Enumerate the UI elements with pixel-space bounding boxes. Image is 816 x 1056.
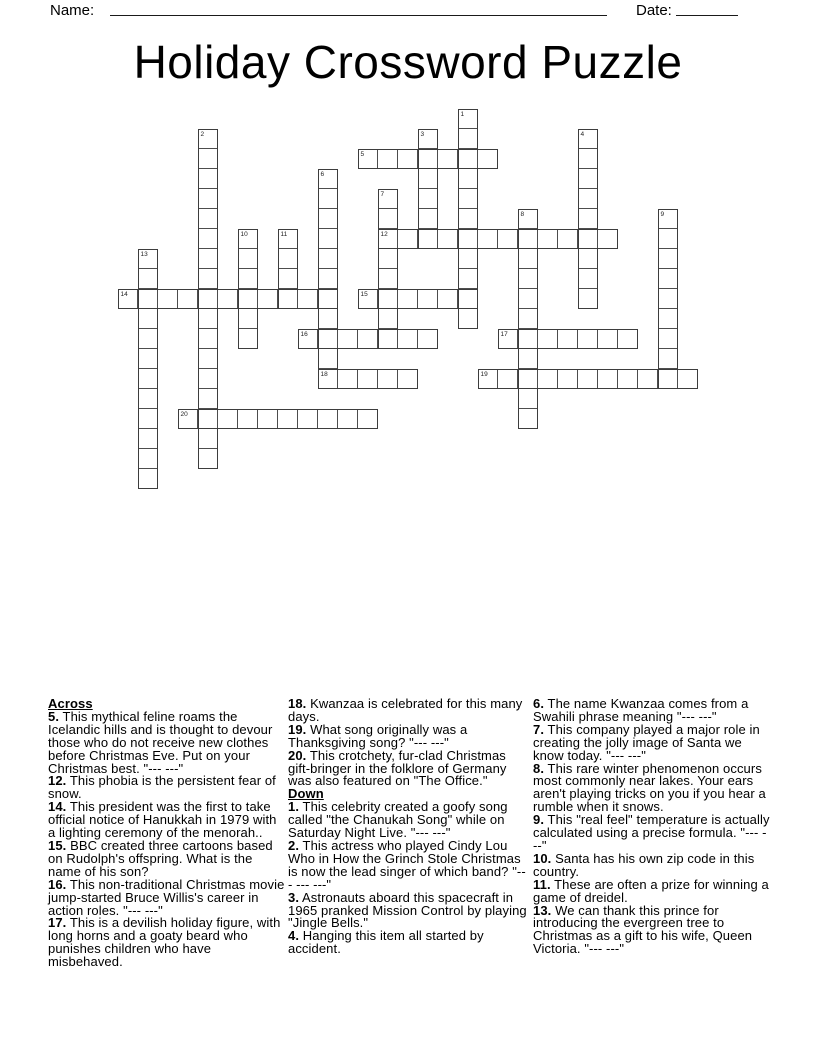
cell-divider [417, 230, 418, 248]
cell-divider [139, 468, 157, 469]
cell-divider [199, 148, 217, 149]
cell-divider [239, 248, 257, 249]
word-14-across [118, 289, 338, 309]
cell-divider [419, 208, 437, 209]
cell-divider [417, 290, 418, 308]
word-4-down [578, 129, 598, 309]
cell-divider [297, 290, 298, 308]
cell-divider [497, 370, 498, 388]
clue-10: 10. Santa has his own zip code in this country. [533, 850, 755, 879]
cell-divider [519, 408, 537, 409]
clue-6: 6. The name Kwanzaa comes from a Swahili phrase meaning "--- ---" [533, 696, 749, 724]
cell-divider [537, 370, 538, 388]
cell-divider [217, 410, 218, 428]
cell-divider [277, 410, 278, 428]
clue-17: 17. This is a devilish holiday figure, with long horns and a goaty beard who punishes children who have misbehaved. [48, 915, 281, 970]
clue-5: 5. This mythical feline roams the Icelandic hills and is thought to devour those who do not receive new clothes before Christmas Eve. Put on your Christmas best. "--- ---" [48, 708, 273, 776]
word-5-across [358, 149, 498, 169]
cell-divider [217, 290, 218, 308]
word-20-across [178, 409, 378, 429]
cell-divider [417, 150, 418, 168]
cell-divider [279, 268, 297, 269]
cell-divider [597, 370, 598, 388]
cell-number: 14 [120, 290, 128, 298]
word-6-down [318, 169, 338, 389]
cell-divider [199, 188, 217, 189]
clue-3: 3. Astronauts aboard this spacecraft in 1965 pranked Mission Control by playing "Jingle Bells." [288, 889, 527, 931]
cell-number: 10 [240, 230, 248, 238]
cell-divider [437, 290, 438, 308]
cell-divider [199, 368, 217, 369]
cell-divider [277, 290, 278, 308]
cell-divider [377, 150, 378, 168]
clue-section-header-down: Down [288, 786, 324, 802]
cell-divider [157, 290, 158, 308]
cell-divider [337, 330, 338, 348]
cell-divider [279, 248, 297, 249]
cell-number: 1 [460, 110, 465, 118]
cell-divider [257, 410, 258, 428]
clue-number: 17. [48, 915, 67, 931]
clue-number: 18. [288, 696, 307, 711]
cell-number: 15 [360, 290, 368, 298]
cell-divider [557, 230, 558, 248]
cell-divider [597, 230, 598, 248]
cell-divider [579, 288, 597, 289]
clue-number: 9. [533, 812, 545, 828]
cell-number: 7 [380, 190, 385, 198]
cell-divider [139, 428, 157, 429]
clue-number: 15. [48, 837, 67, 853]
cell-divider [517, 230, 518, 248]
cell-divider [519, 288, 537, 289]
clue-column-2 [288, 698, 529, 956]
cell-divider [517, 330, 518, 348]
cell-divider [457, 230, 458, 248]
cell-divider [459, 268, 477, 269]
cell-divider [397, 150, 398, 168]
cell-divider [497, 230, 498, 248]
cell-divider [677, 370, 678, 388]
word-18-across [318, 369, 418, 389]
cell-divider [577, 370, 578, 388]
cell-divider [457, 150, 458, 168]
cell-divider [397, 370, 398, 388]
cell-divider [579, 208, 597, 209]
clue-number: 8. [533, 760, 545, 776]
cell-divider [659, 268, 677, 269]
cell-divider [379, 208, 397, 209]
date-label: Date: [636, 2, 672, 19]
cell-divider [659, 348, 677, 349]
cell-number: 17 [500, 330, 508, 338]
cell-divider [337, 370, 338, 388]
word-19-across [478, 369, 698, 389]
cell-divider [199, 248, 217, 249]
cell-divider [477, 150, 478, 168]
cell-divider [297, 410, 298, 428]
cell-divider [139, 368, 157, 369]
cell-divider [457, 290, 458, 308]
clue-number: 4. [288, 928, 300, 944]
cell-divider [319, 228, 337, 229]
cell-divider [357, 370, 358, 388]
cell-divider [659, 288, 677, 289]
cell-divider [139, 348, 157, 349]
cell-divider [319, 268, 337, 269]
cell-divider [319, 248, 337, 249]
cell-divider [579, 168, 597, 169]
cell-divider [357, 410, 358, 428]
word-9-down [658, 209, 678, 389]
cell-divider [537, 230, 538, 248]
clue-13: 13. We can thank this prince for introducing the evergreen tree to Christmas as a gift to his wife, Queen Victoria. "--- ---" [533, 902, 753, 957]
clue-column-3 [533, 698, 770, 956]
clue-number: 1. [288, 799, 300, 815]
cell-divider [557, 330, 558, 348]
cell-divider [357, 330, 358, 348]
cell-number: 5 [360, 150, 365, 158]
cell-divider [199, 168, 217, 169]
cell-divider [579, 148, 597, 149]
clue-1: 1. This celebrity created a goofy song called "the Chanukah Song" while on Saturday Night Live. "--- ---" [288, 799, 508, 841]
clue-number: 5. [48, 708, 60, 724]
clue-section-header-across: Across [48, 696, 93, 711]
clue-11: 11. These are often a prize for winning a game of dreidel. [533, 876, 769, 905]
cell-divider [199, 208, 217, 209]
cell-divider [577, 230, 578, 248]
word-13-down [138, 249, 158, 489]
cell-divider [397, 330, 398, 348]
cell-divider [637, 370, 638, 388]
cell-number: 20 [180, 410, 188, 418]
page-title: Holiday Crossword Puzzle [133, 36, 683, 88]
cell-divider [659, 248, 677, 249]
cell-divider [397, 230, 398, 248]
cell-divider [177, 290, 178, 308]
cell-divider [477, 230, 478, 248]
cell-divider [237, 290, 238, 308]
clue-9: 9. This "real feel" temperature is actually calculated using a precise formula. "--- ---" [533, 812, 770, 853]
cell-divider [199, 228, 217, 229]
cell-divider [377, 290, 378, 308]
cell-divider [517, 370, 518, 388]
cell-divider [239, 268, 257, 269]
cell-divider [459, 128, 477, 129]
cell-divider [377, 370, 378, 388]
cell-divider [437, 150, 438, 168]
clue-12: 12. This phobia is the persistent fear of snow. [48, 773, 276, 802]
word-15-across [358, 289, 478, 309]
cell-number: 16 [300, 330, 308, 338]
cell-number: 11 [280, 230, 288, 238]
word-16-across [298, 329, 438, 349]
clue-number: 7. [533, 721, 545, 737]
cell-number: 3 [420, 130, 425, 138]
cell-divider [239, 328, 257, 329]
clue-number: 14. [48, 799, 67, 815]
cell-divider [419, 188, 437, 189]
cell-divider [199, 448, 217, 449]
cell-divider [137, 290, 138, 308]
clue-number: 11. [533, 876, 551, 892]
clue-2: 2. This actress who played Cindy Lou Who in How the Grinch Stole Christmas is now the lead singer of which band? "--- --- ---" [288, 837, 526, 892]
cell-divider [659, 328, 677, 329]
clue-column-1 [48, 698, 286, 969]
cell-number: 6 [320, 170, 325, 178]
cell-divider [317, 330, 318, 348]
cell-divider [579, 268, 597, 269]
cell-divider [617, 370, 618, 388]
cell-divider [659, 308, 677, 309]
clue-number: 19. [288, 721, 307, 737]
word-12-across [378, 229, 618, 249]
cell-number: 13 [140, 250, 148, 258]
cell-number: 12 [380, 230, 388, 238]
cell-divider [577, 330, 578, 348]
cell-divider [139, 408, 157, 409]
clue-number: 13. [533, 902, 552, 918]
clue-4: 4. Hanging this item all started by accident. [288, 928, 484, 957]
clue-15: 15. BBC created three cartoons based on Rudolph's offspring. What is the name of his son? [48, 837, 273, 879]
clue-18: 18. Kwanzaa is celebrated for this many days. [288, 696, 523, 724]
cell-divider [257, 290, 258, 308]
cell-number: 9 [660, 210, 665, 218]
cell-divider [459, 188, 477, 189]
cell-divider [579, 188, 597, 189]
cell-number: 19 [480, 370, 488, 378]
word-17-across [498, 329, 638, 349]
cell-divider [197, 410, 198, 428]
clue-number: 12. [48, 773, 67, 789]
cell-divider [659, 228, 677, 229]
cell-divider [319, 208, 337, 209]
word-7-down [378, 189, 398, 349]
cell-divider [557, 370, 558, 388]
cell-divider [459, 208, 477, 209]
cell-divider [437, 230, 438, 248]
cell-divider [139, 268, 157, 269]
cell-number: 4 [580, 130, 585, 138]
clue-14: 14. This president was the first to take official notice of Hanukkah in 1979 with a lighting ceremony of the menorah.. [48, 799, 277, 841]
cell-divider [139, 448, 157, 449]
clue-number: 3. [288, 889, 300, 905]
cell-divider [199, 388, 217, 389]
cell-divider [377, 330, 378, 348]
cell-divider [197, 290, 198, 308]
cell-number: 8 [520, 210, 525, 218]
cell-number: 2 [200, 130, 205, 138]
cell-divider [417, 330, 418, 348]
cell-number: 18 [320, 370, 328, 378]
cell-divider [657, 370, 658, 388]
clue-16: 16. This non-traditional Christmas movie jump-started Bruce Willis's career in action roles. "--- ---" [48, 876, 285, 918]
cell-divider [237, 410, 238, 428]
clue-7: 7. This company played a major role in creating the jolly image of Santa we know today. "--- ---" [533, 721, 760, 763]
cell-divider [617, 330, 618, 348]
cell-divider [397, 290, 398, 308]
cell-divider [597, 330, 598, 348]
clue-19: 19. What song originally was a Thanksgiving song? "--- ---" [288, 721, 468, 750]
cell-divider [337, 410, 338, 428]
name-label: Name: [50, 2, 95, 19]
cell-divider [537, 330, 538, 348]
cell-divider [317, 410, 318, 428]
clue-number: 6. [533, 696, 545, 711]
cell-divider [519, 268, 537, 269]
cell-divider [139, 388, 157, 389]
cell-divider [519, 308, 537, 309]
clue-8: 8. This rare winter phenomenon occurs most commonly near lakes. Your ears aren't playing tricks on you if you hear a rumble when it snows. [533, 760, 766, 815]
cell-divider [317, 290, 318, 308]
clue-number: 20. [288, 747, 307, 763]
cell-divider [199, 268, 217, 269]
clue-number: 10. [533, 850, 552, 866]
clue-number: 16. [48, 876, 67, 892]
clue-number: 2. [288, 837, 300, 853]
cell-divider [199, 328, 217, 329]
clue-20: 20. This crotchety, fur-clad Christmas gift-bringer in the folklore of Germany was also featured on "The Office." [288, 747, 507, 789]
cell-divider [139, 328, 157, 329]
cell-divider [199, 348, 217, 349]
cell-divider [379, 268, 397, 269]
cell-divider [319, 188, 337, 189]
